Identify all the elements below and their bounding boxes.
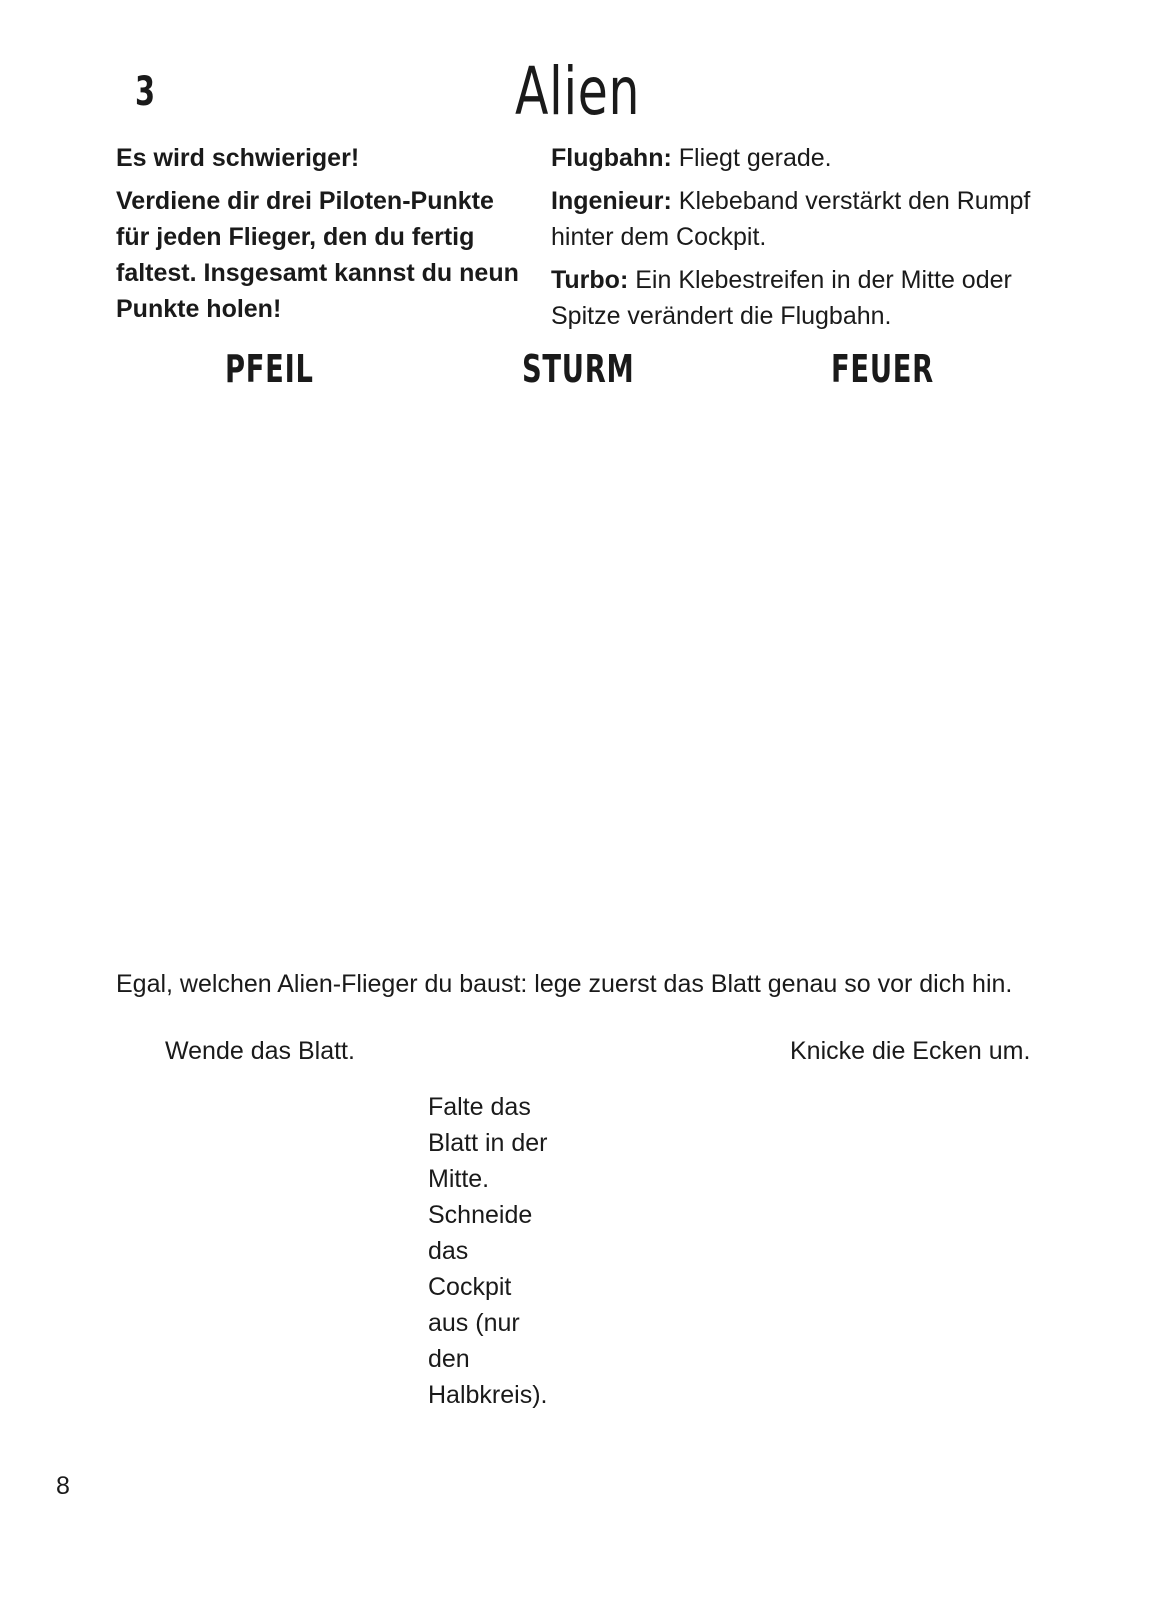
info-flugbahn-label: Flugbahn: [551, 144, 672, 172]
info-turbo-text: Ein Klebestreifen in der Mitte oder Spitze verändert die Flugbahn. [551, 266, 1012, 330]
info-flugbahn [551, 140, 1031, 176]
step-wende: Wende das Blatt. [165, 1037, 355, 1065]
instruction-text: Egal, welchen Alien-Flieger du baust: lege zuerst das Blatt genau so vor dich hin. [116, 970, 1013, 998]
info-flugbahn-text: Fliegt gerade. [671, 144, 832, 172]
level-number: 3 [135, 69, 156, 115]
info-turbo [551, 262, 1031, 334]
info-ingenieur-label: Ingenieur: [551, 187, 672, 215]
intro-line-2: Verdiene dir drei Piloten-Punkte für jeden Flieger, den du fertig faltest. Insgesamt kannst du neun Punkte holen! [116, 187, 519, 323]
info-ingenieur [551, 183, 1031, 255]
step-falte: Falte das Blatt in der Mitte. Schneide das Cockpit aus (nur den Halbkreis). [428, 1093, 548, 1409]
page-number: 8 [56, 1472, 70, 1500]
variant-sturm-heading: STURM [522, 347, 635, 391]
intro-line-1: Es wird schwieriger! [116, 144, 360, 172]
flight-info [551, 140, 1031, 341]
info-ingenieur-text: Klebeband verstärkt den Rumpf hinter dem Cockpit. [551, 187, 1031, 251]
page-title: Alien [515, 53, 641, 130]
intro-text [116, 140, 526, 334]
step-knicke: Knicke die Ecken um. [790, 1037, 1031, 1065]
info-turbo-label: Turbo: [551, 266, 629, 294]
variant-feuer-heading: FEUER [831, 347, 934, 391]
variant-pfeil-heading: PFEIL [225, 347, 314, 391]
